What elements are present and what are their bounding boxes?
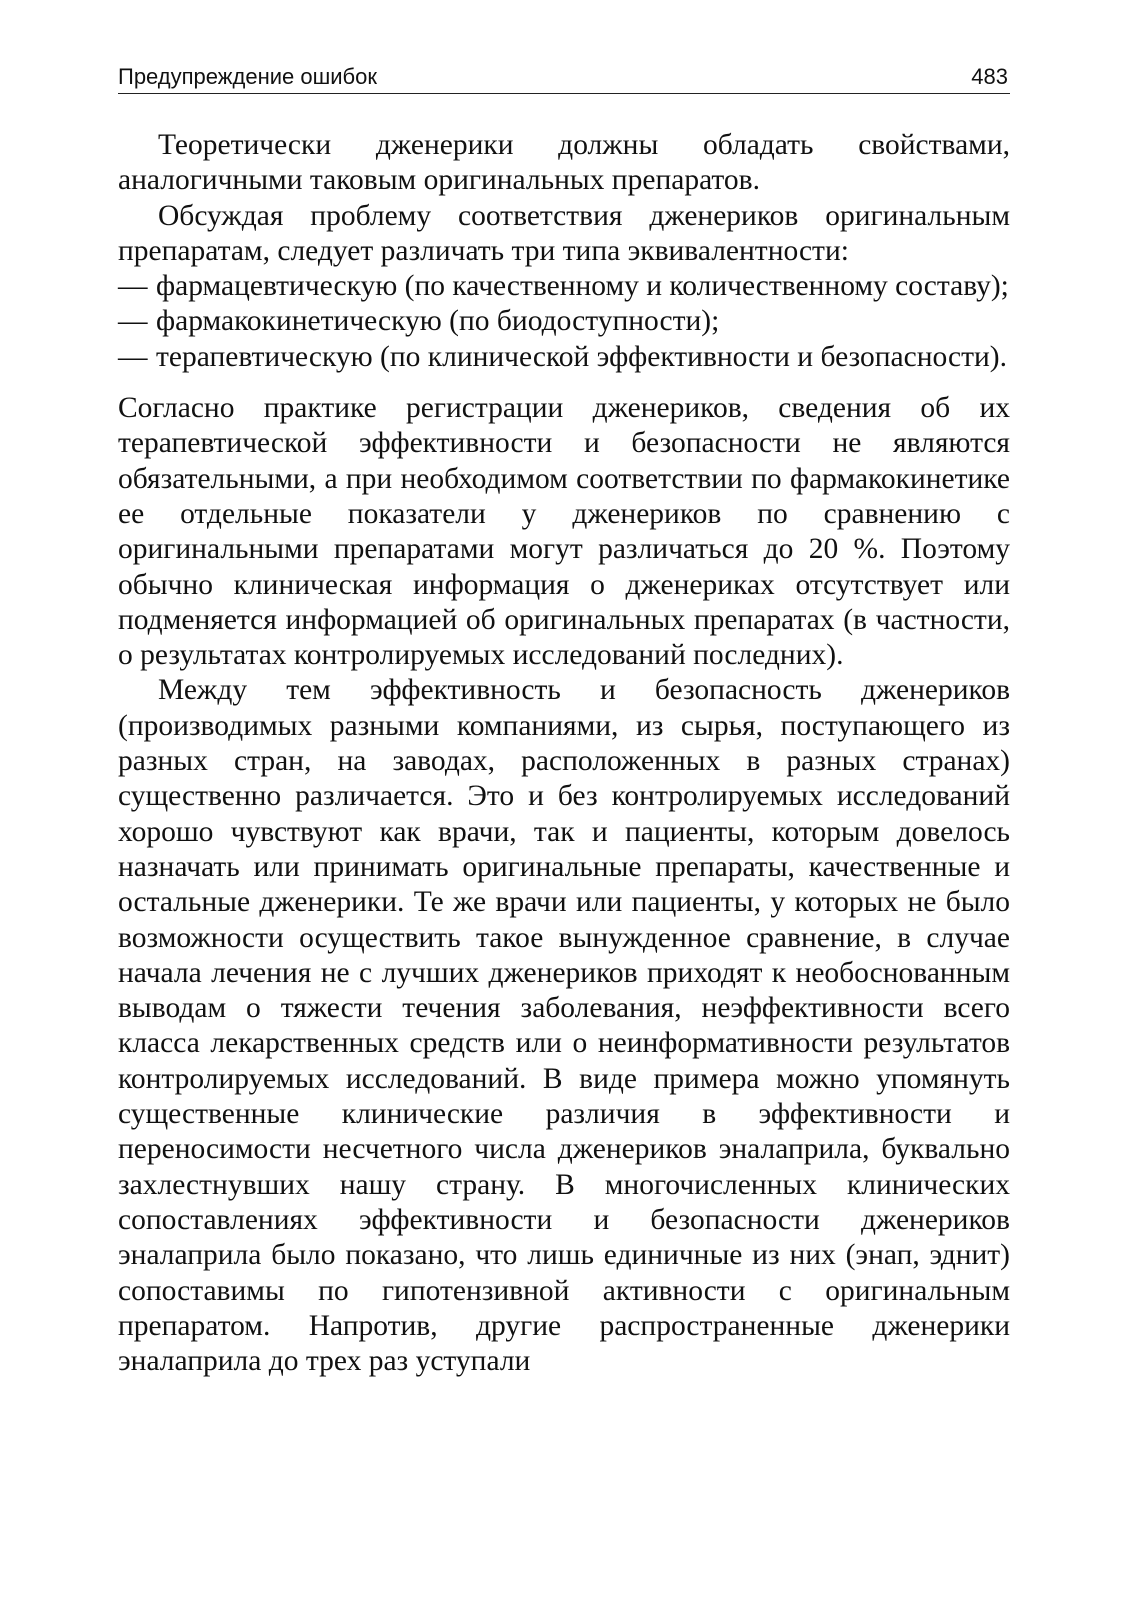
body-text <box>118 128 1010 1379</box>
paragraph: Обсуждая проблему соответствия дженериков оригинальным препаратам, следует различать три типа эквивалентности: <box>118 199 1010 267</box>
list-item: — фармацевтическую (по качественному и количественному составу); <box>118 269 1010 304</box>
section-title: Предупреждение ошибок <box>118 64 377 89</box>
paragraph: Согласно практике регистрации дженериков, сведения об их терапевтической эффективности и безопасности не являются обязательными, а при необходимом соответствии по фармакокинетике ее отдельные показатели у дженериков по сравнению с оригинальными препаратами могут различаться до 20 %. Поэтому обычно клиническая информация о дженериках отсутствует или подменяется информацией об оригинальных препаратах (в частности, о результатах контролируемых исследований последних). <box>118 392 1010 672</box>
paragraph: Теоретически дженерики должны обладать свойствами, аналогичными таковым оригинальных препаратов. <box>118 129 1010 197</box>
paragraph: Между тем эффективность и безопасность дженериков (производимых разными компаниями, из сырья, поступающего из разных стран, на заводах, расположенных в разных странах) существенно различается. Это и без контролируемых исследований хорошо чувствуют как врачи, так и пациенты, которым довелось назначать или принимать оригинальные препараты, качественные и остальные дженерики. Те же врачи или пациенты, у которых не было возможности осуществить такое вынужденное сравнение, в случае начала лечения не с лучших дженериков приходят к необоснованным выводам о тяжести течения заболевания, неэффективности всего класса лекарственных средств или о неинформативности результатов контролируемых исследований. В виде примера можно упомянуть существенные клинические различия в эффективности и переносимости несчетного числа дженериков эналаприла, буквально захлестнувших нашу страну. В многочисленных клинических сопоставлениях эффективности и безопасности дженериков эналаприла было показано, что лишь единичные из них (энап, эднит) сопоставимы по гипотензивной активности с оригинальным препаратом. Напротив, другие распространенные дженерики эналаприла до трех раз уступали <box>118 674 1010 1378</box>
book-page <box>118 64 1010 1379</box>
list-item: — терапевтическую (по клинической эффективности и безопасности). <box>118 340 1010 375</box>
running-header <box>118 64 1010 94</box>
equivalence-list <box>118 269 1010 375</box>
list-item: — фармакокинетическую (по биодоступности); <box>118 304 1010 339</box>
page-number: 483 <box>971 64 1008 89</box>
